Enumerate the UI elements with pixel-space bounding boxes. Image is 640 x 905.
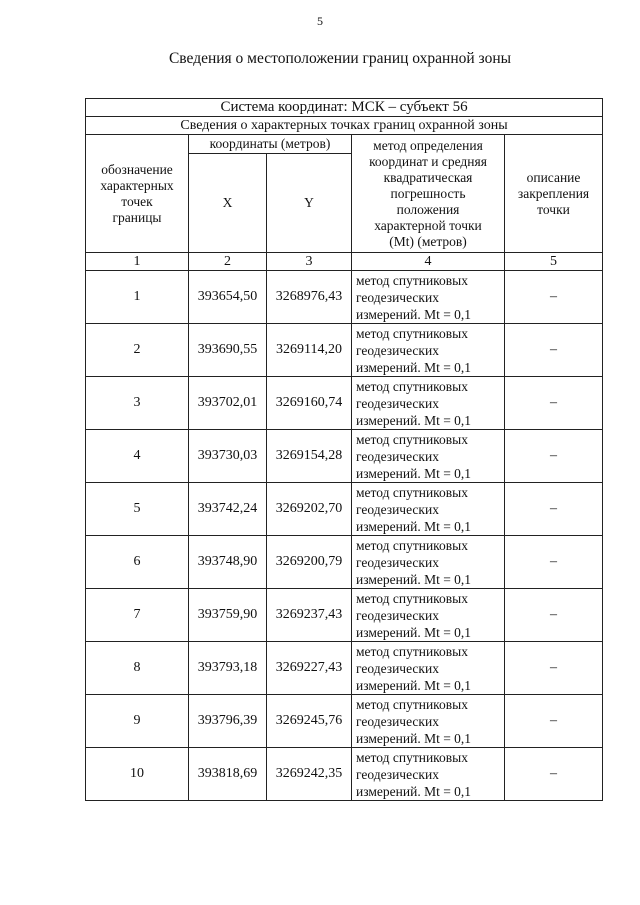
coordinate-x-cell: 393702,01 [189,377,267,430]
method-text-line: измерений. Mt = 0,1 [356,730,472,746]
header-y: Y [267,154,352,253]
coordinate-x-cell: 393742,24 [189,483,267,536]
method-text-line: измерений. Mt = 0,1 [356,306,472,322]
method-text-line: измерений. Mt = 0,1 [356,518,472,534]
coordinate-y-cell: 3269227,43 [267,642,352,695]
coordinate-x-cell: 393759,90 [189,589,267,642]
column-number: 3 [267,253,352,271]
description-cell: – [505,377,603,430]
point-number-cell: 2 [86,324,189,377]
coordinate-y-cell: 3269242,35 [267,748,352,801]
coordinate-y-cell: 3269160,74 [267,377,352,430]
method-text-line: метод спутниковых [356,590,468,606]
coordinate-x-cell: 393690,55 [189,324,267,377]
method-text-line: измерений. Mt = 0,1 [356,412,472,428]
table-row [86,377,603,430]
header-coordinates: координаты (метров) [189,135,352,154]
coordinate-x-cell: 393654,50 [189,271,267,324]
method-text-line: измерений. Mt = 0,1 [356,677,472,693]
section-title: Сведения о характерных точках границ охранной зоны [86,117,603,135]
method-text-line: геодезических [356,289,439,305]
method-cell [352,324,505,377]
column-number: 2 [189,253,267,271]
method-text-line: метод спутниковых [356,325,468,341]
point-number-cell: 1 [86,271,189,324]
description-cell: – [505,483,603,536]
method-text-line: геодезических [356,395,439,411]
coordinate-y-cell: 3268976,43 [267,271,352,324]
method-text-line: метод спутниковых [356,272,468,288]
coordinate-y-cell: 3269200,79 [267,536,352,589]
method-cell [352,695,505,748]
method-cell [352,271,505,324]
method-cell [352,430,505,483]
column-number: 4 [352,253,505,271]
method-text-line: метод спутниковых [356,378,468,394]
coordinate-system-label: Система координат: МСК – субъект 56 [86,99,603,117]
coordinate-x-cell: 393796,39 [189,695,267,748]
coordinate-y-cell: 3269237,43 [267,589,352,642]
header-x: X [189,154,267,253]
table-row [86,642,603,695]
method-text-line: метод спутниковых [356,537,468,553]
table-row [86,271,603,324]
point-number-cell: 10 [86,748,189,801]
description-cell: – [505,748,603,801]
method-text-line: измерений. Mt = 0,1 [356,624,472,640]
method-text-line: геодезических [356,501,439,517]
method-cell [352,642,505,695]
point-number-cell: 5 [86,483,189,536]
method-text-line: метод спутниковых [356,696,468,712]
description-cell: – [505,430,603,483]
header-point: обозначение характерных точек границы [86,135,189,253]
column-number: 5 [505,253,603,271]
method-text-line: метод спутниковых [356,484,468,500]
column-number: 1 [86,253,189,271]
coordinate-x-cell: 393818,69 [189,748,267,801]
method-text-line: геодезических [356,660,439,676]
description-cell: – [505,642,603,695]
point-number-cell: 9 [86,695,189,748]
boundary-points-table [85,98,603,801]
method-text-line: геодезических [356,448,439,464]
header-method: метод определения координат и средняя квадратическая погрешность положения характерной точки (Mt) (метров) [352,135,505,253]
table-row [86,589,603,642]
coordinate-y-cell: 3269114,20 [267,324,352,377]
method-cell [352,536,505,589]
method-text-line: измерений. Mt = 0,1 [356,465,472,481]
description-cell: – [505,695,603,748]
method-text-line: геодезических [356,713,439,729]
document-title: Сведения о местоположении границ охранной зоны [168,50,512,67]
coordinate-y-cell: 3269245,76 [267,695,352,748]
coordinate-y-cell: 3269154,28 [267,430,352,483]
header-description: описание закрепления точки [505,135,603,253]
method-text-line: геодезических [356,342,439,358]
point-number-cell: 6 [86,536,189,589]
method-text-line: измерений. Mt = 0,1 [356,571,472,587]
description-cell: – [505,324,603,377]
method-text-line: геодезических [356,607,439,623]
coordinate-y-cell: 3269202,70 [267,483,352,536]
table-row [86,324,603,377]
description-cell: – [505,536,603,589]
description-cell: – [505,589,603,642]
point-number-cell: 3 [86,377,189,430]
method-text-line: геодезических [356,554,439,570]
table-row [86,695,603,748]
point-number-cell: 4 [86,430,189,483]
point-number-cell: 7 [86,589,189,642]
method-cell [352,589,505,642]
method-text-line: геодезических [356,766,439,782]
method-text-line: измерений. Mt = 0,1 [356,359,472,375]
method-cell [352,483,505,536]
coordinate-x-cell: 393748,90 [189,536,267,589]
table-row [86,748,603,801]
method-cell [352,377,505,430]
method-text-line: измерений. Mt = 0,1 [356,783,472,799]
method-text-line: метод спутниковых [356,749,468,765]
method-text-line: метод спутниковых [356,643,468,659]
table-row [86,430,603,483]
table-row [86,483,603,536]
coordinate-x-cell: 393730,03 [189,430,267,483]
description-cell: – [505,271,603,324]
point-number-cell: 8 [86,642,189,695]
method-cell [352,748,505,801]
coordinate-x-cell: 393793,18 [189,642,267,695]
table-row [86,536,603,589]
page-number: 5 [317,14,323,28]
method-text-line: метод спутниковых [356,431,468,447]
